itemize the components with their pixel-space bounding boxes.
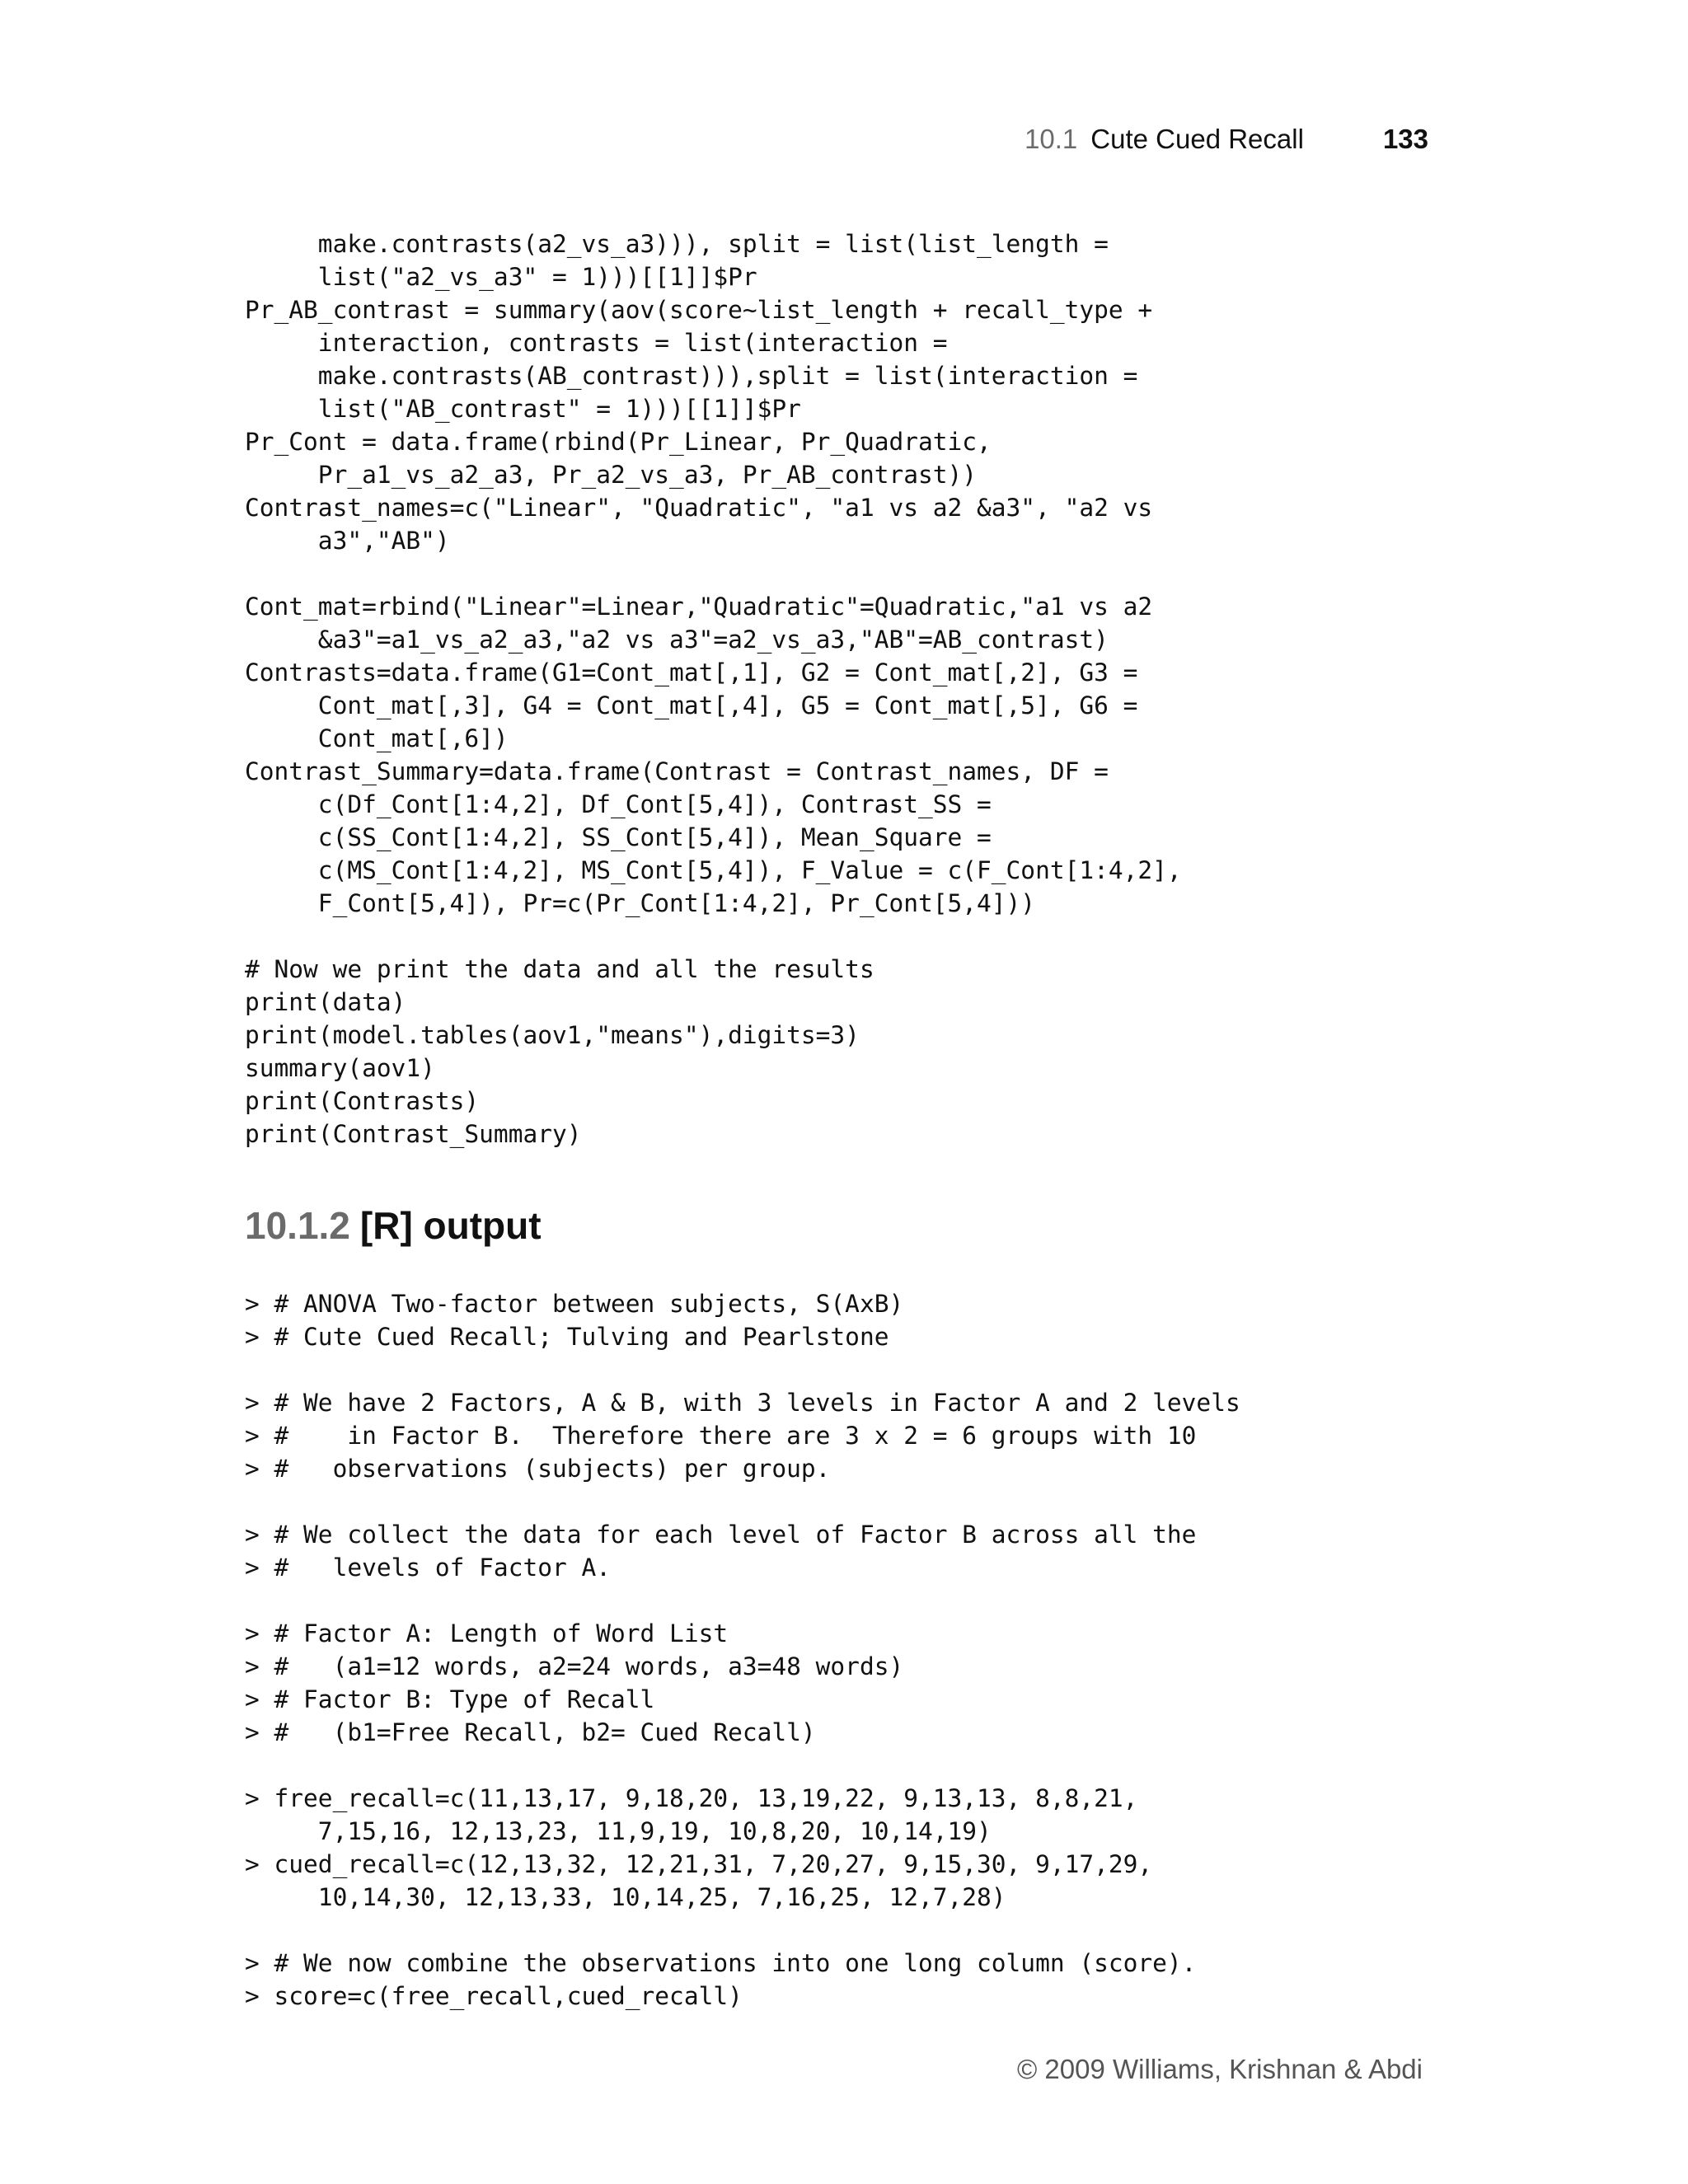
code-line	[245, 920, 1182, 953]
code-line: Cont_mat[,3], G4 = Cont_mat[,4], G5 = Cont_mat[,5], G6 =	[245, 691, 1138, 719]
code-line: 7,15,16, 12,13,23, 11,9,19, 10,8,20, 10,14,19)	[245, 1817, 992, 1845]
code-line: make.contrasts(AB_contrast))),split = list(interaction =	[245, 362, 1138, 390]
code-line: > cued_recall=c(12,13,32, 12,21,31, 7,20,27, 9,15,30, 9,17,29,	[245, 1850, 1153, 1878]
code-line: a3","AB")	[245, 527, 450, 555]
code-line: Contrast_Summary=data.frame(Contrast = Contrast_names, DF =	[245, 757, 1109, 785]
running-header	[1025, 124, 1428, 155]
code-line: Pr_Cont = data.frame(rbind(Pr_Linear, Pr_Quadratic,	[245, 428, 992, 456]
header-section-title: Cute Cued Recall	[1090, 124, 1304, 154]
code-line: > # We now combine the observations into one long column (score).	[245, 1949, 1197, 1977]
code-line: > # levels of Factor A.	[245, 1554, 612, 1582]
code-line	[245, 1485, 1240, 1518]
header-section-number: 10.1	[1025, 124, 1078, 154]
code-line: > # We have 2 Factors, A & B, with 3 levels in Factor A and 2 levels	[245, 1389, 1240, 1417]
code-line: summary(aov1)	[245, 1054, 435, 1082]
code-line	[245, 1914, 1240, 1947]
code-line: > # Factor A: Length of Word List	[245, 1619, 729, 1647]
code-line: print(data)	[245, 988, 406, 1016]
code-line: print(Contrast_Summary)	[245, 1120, 582, 1148]
code-line: Contrasts=data.frame(G1=Cont_mat[,1], G2 = Cont_mat[,2], G3 =	[245, 658, 1138, 687]
r-output-listing	[245, 1287, 1240, 2013]
code-line: Cont_mat[,6])	[245, 724, 509, 752]
code-line: list("a2_vs_a3" = 1)))[[1]]$Pr	[245, 263, 757, 291]
code-line: > # Cute Cued Recall; Tulving and Pearlstone	[245, 1323, 889, 1351]
code-line: c(Df_Cont[1:4,2], Df_Cont[5,4]), Contrast_SS =	[245, 790, 992, 818]
code-line: interaction, contrasts = list(interaction =	[245, 329, 948, 357]
code-line: c(SS_Cont[1:4,2], SS_Cont[5,4]), Mean_Square =	[245, 823, 992, 851]
code-line: > # observations (subjects) per group.	[245, 1455, 831, 1483]
code-line: # Now we print the data and all the results	[245, 955, 874, 983]
section-heading	[245, 1203, 542, 1248]
code-line: > # ANOVA Two-factor between subjects, S(AxB)	[245, 1290, 904, 1318]
code-line: > free_recall=c(11,13,17, 9,18,20, 13,19,22, 9,13,13, 8,8,21,	[245, 1784, 1138, 1812]
page-number: 133	[1382, 124, 1428, 154]
code-line	[245, 1353, 1240, 1386]
section-heading-title: [R] output	[359, 1204, 542, 1247]
code-line: > # Factor B: Type of Recall	[245, 1685, 655, 1713]
code-line: > # in Factor B. Therefore there are 3 x 2 = 6 groups with 10	[245, 1422, 1197, 1450]
code-line: > score=c(free_recall,cued_recall)	[245, 1982, 743, 2010]
code-line: > # (a1=12 words, a2=24 words, a3=48 words)	[245, 1652, 904, 1680]
code-line: F_Cont[5,4]), Pr=c(Pr_Cont[1:4,2], Pr_Cont[5,4]))	[245, 889, 1036, 917]
code-line: Contrast_names=c("Linear", "Quadratic", "a1 vs a2 &a3", "a2 vs	[245, 494, 1153, 522]
code-line: > # We collect the data for each level of Factor B across all the	[245, 1521, 1197, 1549]
code-line: list("AB_contrast" = 1)))[[1]]$Pr	[245, 395, 801, 423]
code-line: Pr_a1_vs_a2_a3, Pr_a2_vs_a3, Pr_AB_contrast))	[245, 461, 978, 489]
code-line: c(MS_Cont[1:4,2], MS_Cont[5,4]), F_Value = c(F_Cont[1:4,2],	[245, 856, 1182, 884]
copyright-footer: © 2009 Williams, Krishnan & Abdi	[1016, 2054, 1423, 2084]
code-line	[245, 557, 1182, 590]
code-line: print(Contrasts)	[245, 1087, 480, 1115]
code-line: Cont_mat=rbind("Linear"=Linear,"Quadratic"=Quadratic,"a1 vs a2	[245, 593, 1153, 621]
code-line	[245, 1584, 1240, 1617]
section-heading-number: 10.1.2	[245, 1204, 350, 1247]
code-line: &a3"=a1_vs_a2_a3,"a2 vs a3"=a2_vs_a3,"AB"=AB_contrast)	[245, 626, 1109, 654]
code-line: print(model.tables(aov1,"means"),digits=3)	[245, 1021, 860, 1049]
code-line: Pr_AB_contrast = summary(aov(score~list_length + recall_type +	[245, 296, 1153, 324]
code-line: 10,14,30, 12,13,33, 10,14,25, 7,16,25, 12,7,28)	[245, 1883, 1006, 1911]
code-line	[245, 1749, 1240, 1782]
code-line: > # (b1=Free Recall, b2= Cued Recall)	[245, 1718, 816, 1746]
r-code-listing	[245, 227, 1182, 1151]
code-line: make.contrasts(a2_vs_a3))), split = list(list_length =	[245, 230, 1109, 258]
